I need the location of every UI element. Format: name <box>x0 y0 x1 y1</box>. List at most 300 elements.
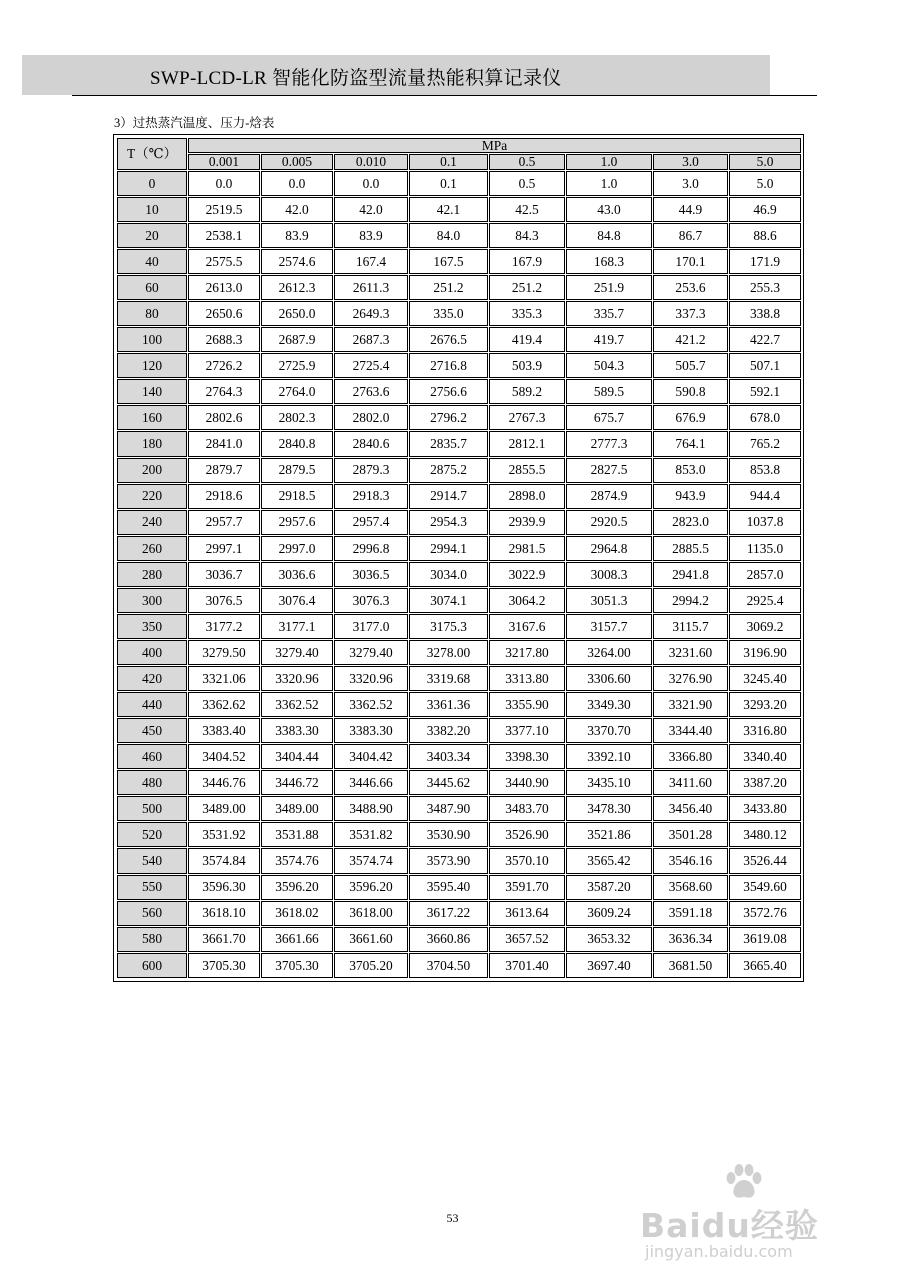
enthalpy-cell: 3034.0 <box>409 562 488 587</box>
enthalpy-cell: 3433.80 <box>729 796 801 821</box>
enthalpy-cell: 2918.5 <box>261 484 333 509</box>
enthalpy-cell: 3489.00 <box>188 796 260 821</box>
enthalpy-cell: 2981.5 <box>489 536 565 561</box>
enthalpy-cell: 2611.3 <box>334 275 408 300</box>
table-row <box>117 822 801 847</box>
temperature-cell: 200 <box>117 458 187 483</box>
enthalpy-cell: 3217.80 <box>489 640 565 665</box>
enthalpy-cell: 335.0 <box>409 301 488 326</box>
enthalpy-cell: 2725.9 <box>261 353 333 378</box>
enthalpy-cell: 3279.50 <box>188 640 260 665</box>
enthalpy-cell: 3279.40 <box>334 640 408 665</box>
enthalpy-cell: 3064.2 <box>489 588 565 613</box>
enthalpy-cell: 168.3 <box>566 249 652 274</box>
enthalpy-cell: 3398.30 <box>489 744 565 769</box>
enthalpy-cell: 3321.06 <box>188 666 260 691</box>
enthalpy-cell: 3355.90 <box>489 692 565 717</box>
temperature-cell: 480 <box>117 770 187 795</box>
enthalpy-cell: 2918.6 <box>188 484 260 509</box>
document-title: SWP-LCD-LR 智能化防盗型流量热能积算记录仪 <box>150 68 562 89</box>
enthalpy-cell: 2898.0 <box>489 484 565 509</box>
enthalpy-cell: 3701.40 <box>489 953 565 978</box>
enthalpy-cell: 421.2 <box>653 327 728 352</box>
temperature-cell: 220 <box>117 484 187 509</box>
table-row <box>117 405 801 430</box>
enthalpy-cell: 2996.8 <box>334 536 408 561</box>
enthalpy-cell: 3245.40 <box>729 666 801 691</box>
enthalpy-cell: 2796.2 <box>409 405 488 430</box>
temperature-cell: 520 <box>117 822 187 847</box>
enthalpy-cell: 2914.7 <box>409 484 488 509</box>
enthalpy-cell: 0.1 <box>409 171 488 196</box>
enthalpy-cell: 3609.24 <box>566 901 652 926</box>
enthalpy-cell: 2777.3 <box>566 431 652 456</box>
enthalpy-cell: 3157.7 <box>566 614 652 639</box>
pressure-header-cell: 0.1 <box>409 154 488 169</box>
enthalpy-cell: 3383.30 <box>261 718 333 743</box>
enthalpy-cell: 2994.2 <box>653 588 728 613</box>
enthalpy-cell: 2802.0 <box>334 405 408 430</box>
enthalpy-cell: 2687.3 <box>334 327 408 352</box>
temperature-cell: 100 <box>117 327 187 352</box>
enthalpy-table-frame <box>113 134 804 982</box>
enthalpy-cell: 2688.3 <box>188 327 260 352</box>
enthalpy-cell: 3076.4 <box>261 588 333 613</box>
enthalpy-cell: 251.9 <box>566 275 652 300</box>
enthalpy-cell: 2650.0 <box>261 301 333 326</box>
enthalpy-cell: 3320.96 <box>334 666 408 691</box>
enthalpy-cell: 2756.6 <box>409 379 488 404</box>
enthalpy-cell: 2957.6 <box>261 510 333 535</box>
enthalpy-cell: 3546.16 <box>653 848 728 873</box>
table-row <box>117 927 801 952</box>
table-row <box>117 562 801 587</box>
pressure-header-cell: 0.5 <box>489 154 565 169</box>
table-row <box>117 223 801 248</box>
enthalpy-cell: 337.3 <box>653 301 728 326</box>
temperature-cell: 240 <box>117 510 187 535</box>
enthalpy-cell: 3440.90 <box>489 770 565 795</box>
enthalpy-cell: 3036.6 <box>261 562 333 587</box>
enthalpy-cell: 3404.52 <box>188 744 260 769</box>
enthalpy-cell: 3313.80 <box>489 666 565 691</box>
enthalpy-cell: 2802.6 <box>188 405 260 430</box>
temperature-cell: 540 <box>117 848 187 873</box>
enthalpy-cell: 3446.72 <box>261 770 333 795</box>
enthalpy-cell: 3177.1 <box>261 614 333 639</box>
temperature-cell: 460 <box>117 744 187 769</box>
enthalpy-cell: 3446.76 <box>188 770 260 795</box>
temperature-cell: 420 <box>117 666 187 691</box>
enthalpy-cell: 2538.1 <box>188 223 260 248</box>
enthalpy-cell: 3278.00 <box>409 640 488 665</box>
enthalpy-cell: 3435.10 <box>566 770 652 795</box>
temperature-cell: 180 <box>117 431 187 456</box>
enthalpy-cell: 3661.60 <box>334 927 408 952</box>
enthalpy-cell: 3572.76 <box>729 901 801 926</box>
enthalpy-cell: 1037.8 <box>729 510 801 535</box>
enthalpy-cell: 422.7 <box>729 327 801 352</box>
enthalpy-cell: 3.0 <box>653 171 728 196</box>
enthalpy-cell: 255.3 <box>729 275 801 300</box>
table-head <box>117 138 801 170</box>
table-row <box>117 431 801 456</box>
enthalpy-cell: 2574.6 <box>261 249 333 274</box>
enthalpy-cell: 2954.3 <box>409 510 488 535</box>
enthalpy-cell: 3653.32 <box>566 927 652 952</box>
enthalpy-cell: 3617.22 <box>409 901 488 926</box>
baidu-watermark <box>640 1160 870 1261</box>
enthalpy-cell: 3392.10 <box>566 744 652 769</box>
enthalpy-cell: 3196.90 <box>729 640 801 665</box>
enthalpy-cell: 3362.52 <box>334 692 408 717</box>
enthalpy-cell: 83.9 <box>334 223 408 248</box>
enthalpy-cell: 3231.60 <box>653 640 728 665</box>
enthalpy-cell: 3167.6 <box>489 614 565 639</box>
enthalpy-cell: 251.2 <box>409 275 488 300</box>
enthalpy-cell: 2840.8 <box>261 431 333 456</box>
enthalpy-cell: 3636.34 <box>653 927 728 952</box>
enthalpy-cell: 42.5 <box>489 197 565 222</box>
table-row <box>117 458 801 483</box>
table-row <box>117 901 801 926</box>
enthalpy-cell: 678.0 <box>729 405 801 430</box>
enthalpy-cell: 3306.60 <box>566 666 652 691</box>
enthalpy-cell: 170.1 <box>653 249 728 274</box>
enthalpy-cell: 592.1 <box>729 379 801 404</box>
enthalpy-cell: 3489.00 <box>261 796 333 821</box>
enthalpy-cell: 2925.4 <box>729 588 801 613</box>
enthalpy-cell: 3531.82 <box>334 822 408 847</box>
enthalpy-cell: 3321.90 <box>653 692 728 717</box>
enthalpy-cell: 88.6 <box>729 223 801 248</box>
enthalpy-cell: 3344.40 <box>653 718 728 743</box>
temperature-cell: 560 <box>117 901 187 926</box>
enthalpy-cell: 3036.5 <box>334 562 408 587</box>
enthalpy-cell: 2885.5 <box>653 536 728 561</box>
enthalpy-cell: 3177.2 <box>188 614 260 639</box>
enthalpy-cell: 853.8 <box>729 458 801 483</box>
enthalpy-cell: 3264.00 <box>566 640 652 665</box>
enthalpy-cell: 3008.3 <box>566 562 652 587</box>
enthalpy-cell: 2857.0 <box>729 562 801 587</box>
enthalpy-cell: 1.0 <box>566 171 652 196</box>
table-row <box>117 275 801 300</box>
enthalpy-cell: 3279.40 <box>261 640 333 665</box>
paw-print-icon <box>723 1164 763 1200</box>
temperature-cell: 160 <box>117 405 187 430</box>
enthalpy-cell: 3377.10 <box>489 718 565 743</box>
enthalpy-cell: 2613.0 <box>188 275 260 300</box>
enthalpy-cell: 2763.6 <box>334 379 408 404</box>
enthalpy-cell: 3705.20 <box>334 953 408 978</box>
enthalpy-cell: 83.9 <box>261 223 333 248</box>
enthalpy-cell: 3595.40 <box>409 875 488 900</box>
enthalpy-cell: 0.0 <box>188 171 260 196</box>
table-row <box>117 588 801 613</box>
temperature-cell: 20 <box>117 223 187 248</box>
table-row <box>117 953 801 978</box>
enthalpy-cell: 3175.3 <box>409 614 488 639</box>
temperature-cell: 300 <box>117 588 187 613</box>
enthalpy-cell: 764.1 <box>653 431 728 456</box>
temperature-cell: 350 <box>117 614 187 639</box>
temperature-header: T（℃） <box>117 138 187 170</box>
temperature-cell: 280 <box>117 562 187 587</box>
enthalpy-cell: 2841.0 <box>188 431 260 456</box>
enthalpy-cell: 2939.9 <box>489 510 565 535</box>
temperature-cell: 60 <box>117 275 187 300</box>
table-row <box>117 692 801 717</box>
table-row <box>117 484 801 509</box>
enthalpy-cell: 3573.90 <box>409 848 488 873</box>
page-number: 53 <box>446 1211 459 1225</box>
enthalpy-cell: 3565.42 <box>566 848 652 873</box>
enthalpy-cell: 3483.70 <box>489 796 565 821</box>
enthalpy-cell: 0.5 <box>489 171 565 196</box>
enthalpy-cell: 3531.88 <box>261 822 333 847</box>
enthalpy-cell: 589.2 <box>489 379 565 404</box>
enthalpy-cell: 86.7 <box>653 223 728 248</box>
pressure-unit-header: MPa <box>188 138 801 153</box>
enthalpy-cell: 2920.5 <box>566 510 652 535</box>
enthalpy-cell: 2997.1 <box>188 536 260 561</box>
enthalpy-cell: 3587.20 <box>566 875 652 900</box>
pressure-header-cell: 0.001 <box>188 154 260 169</box>
enthalpy-cell: 765.2 <box>729 431 801 456</box>
enthalpy-cell: 3568.60 <box>653 875 728 900</box>
enthalpy-cell: 3596.30 <box>188 875 260 900</box>
enthalpy-cell: 3076.3 <box>334 588 408 613</box>
enthalpy-cell: 3404.42 <box>334 744 408 769</box>
enthalpy-cell: 3530.90 <box>409 822 488 847</box>
enthalpy-cell: 3596.20 <box>334 875 408 900</box>
enthalpy-cell: 3705.30 <box>261 953 333 978</box>
enthalpy-cell: 3320.96 <box>261 666 333 691</box>
enthalpy-cell: 2676.5 <box>409 327 488 352</box>
enthalpy-cell: 2835.7 <box>409 431 488 456</box>
table-row <box>117 718 801 743</box>
table-row <box>117 379 801 404</box>
temperature-cell: 600 <box>117 953 187 978</box>
enthalpy-cell: 2725.4 <box>334 353 408 378</box>
table-row <box>117 197 801 222</box>
enthalpy-cell: 167.9 <box>489 249 565 274</box>
enthalpy-cell: 3177.0 <box>334 614 408 639</box>
enthalpy-cell: 42.0 <box>334 197 408 222</box>
enthalpy-cell: 589.5 <box>566 379 652 404</box>
enthalpy-cell: 3404.44 <box>261 744 333 769</box>
enthalpy-cell: 2957.7 <box>188 510 260 535</box>
enthalpy-cell: 3574.84 <box>188 848 260 873</box>
enthalpy-cell: 2957.4 <box>334 510 408 535</box>
table-row <box>117 353 801 378</box>
enthalpy-cell: 943.9 <box>653 484 728 509</box>
enthalpy-cell: 2879.3 <box>334 458 408 483</box>
enthalpy-cell: 3383.30 <box>334 718 408 743</box>
enthalpy-cell: 2918.3 <box>334 484 408 509</box>
enthalpy-cell: 3361.36 <box>409 692 488 717</box>
enthalpy-cell: 2716.8 <box>409 353 488 378</box>
watermark-url: jingyan.baidu.com <box>645 1242 793 1261</box>
enthalpy-cell: 3319.68 <box>409 666 488 691</box>
enthalpy-cell: 3445.62 <box>409 770 488 795</box>
table-row <box>117 536 801 561</box>
enthalpy-cell: 503.9 <box>489 353 565 378</box>
enthalpy-cell: 2827.5 <box>566 458 652 483</box>
enthalpy-cell: 3362.62 <box>188 692 260 717</box>
table-row <box>117 614 801 639</box>
enthalpy-cell: 251.2 <box>489 275 565 300</box>
enthalpy-cell: 2519.5 <box>188 197 260 222</box>
enthalpy-cell: 3366.80 <box>653 744 728 769</box>
enthalpy-cell: 335.7 <box>566 301 652 326</box>
table-row <box>117 666 801 691</box>
enthalpy-cell: 2764.0 <box>261 379 333 404</box>
enthalpy-cell: 3036.7 <box>188 562 260 587</box>
enthalpy-cell: 44.9 <box>653 197 728 222</box>
pressure-header-cell: 0.010 <box>334 154 408 169</box>
header-divider <box>72 95 817 96</box>
enthalpy-cell: 3076.5 <box>188 588 260 613</box>
enthalpy-cell: 84.8 <box>566 223 652 248</box>
enthalpy-cell: 3383.40 <box>188 718 260 743</box>
temperature-cell: 450 <box>117 718 187 743</box>
enthalpy-cell: 2879.7 <box>188 458 260 483</box>
enthalpy-cell: 3591.70 <box>489 875 565 900</box>
enthalpy-cell: 2840.6 <box>334 431 408 456</box>
temperature-cell: 120 <box>117 353 187 378</box>
enthalpy-cell: 3115.7 <box>653 614 728 639</box>
enthalpy-cell: 853.0 <box>653 458 728 483</box>
enthalpy-cell: 3276.90 <box>653 666 728 691</box>
enthalpy-cell: 3074.1 <box>409 588 488 613</box>
table-row <box>117 301 801 326</box>
enthalpy-cell: 3069.2 <box>729 614 801 639</box>
enthalpy-cell: 3526.90 <box>489 822 565 847</box>
enthalpy-cell: 2767.3 <box>489 405 565 430</box>
enthalpy-cell: 1135.0 <box>729 536 801 561</box>
enthalpy-cell: 46.9 <box>729 197 801 222</box>
temperature-cell: 400 <box>117 640 187 665</box>
enthalpy-cell: 504.3 <box>566 353 652 378</box>
enthalpy-cell: 3362.52 <box>261 692 333 717</box>
enthalpy-cell: 42.1 <box>409 197 488 222</box>
enthalpy-cell: 3681.50 <box>653 953 728 978</box>
enthalpy-cell: 2726.2 <box>188 353 260 378</box>
enthalpy-cell: 3591.18 <box>653 901 728 926</box>
table-row <box>117 249 801 274</box>
enthalpy-cell: 335.3 <box>489 301 565 326</box>
table-caption: 3）过热蒸汽温度、压力-焓表 <box>114 116 275 130</box>
temperature-cell: 80 <box>117 301 187 326</box>
pressure-header-cell: 5.0 <box>729 154 801 169</box>
enthalpy-cell: 3661.66 <box>261 927 333 952</box>
enthalpy-cell: 3387.20 <box>729 770 801 795</box>
enthalpy-cell: 3478.30 <box>566 796 652 821</box>
temperature-cell: 10 <box>117 197 187 222</box>
enthalpy-cell: 2941.8 <box>653 562 728 587</box>
temperature-cell: 0 <box>117 171 187 196</box>
table-body <box>117 171 801 978</box>
enthalpy-cell: 2997.0 <box>261 536 333 561</box>
enthalpy-cell: 507.1 <box>729 353 801 378</box>
enthalpy-cell: 3704.50 <box>409 953 488 978</box>
table-row <box>117 744 801 769</box>
enthalpy-cell: 2812.1 <box>489 431 565 456</box>
enthalpy-cell: 3570.10 <box>489 848 565 873</box>
enthalpy-cell: 2994.1 <box>409 536 488 561</box>
enthalpy-cell: 3526.44 <box>729 848 801 873</box>
enthalpy-cell: 675.7 <box>566 405 652 430</box>
enthalpy-cell: 2875.2 <box>409 458 488 483</box>
enthalpy-cell: 0.0 <box>261 171 333 196</box>
enthalpy-cell: 3596.20 <box>261 875 333 900</box>
table-row <box>117 640 801 665</box>
pressure-header-cell: 0.005 <box>261 154 333 169</box>
enthalpy-cell: 2650.6 <box>188 301 260 326</box>
enthalpy-cell: 3705.30 <box>188 953 260 978</box>
enthalpy-cell: 3488.90 <box>334 796 408 821</box>
table-row <box>117 848 801 873</box>
enthalpy-cell: 944.4 <box>729 484 801 509</box>
temperature-cell: 440 <box>117 692 187 717</box>
table-row <box>117 770 801 795</box>
enthalpy-cell: 3487.90 <box>409 796 488 821</box>
enthalpy-cell: 3382.20 <box>409 718 488 743</box>
pressure-header-row <box>117 154 801 169</box>
temperature-cell: 550 <box>117 875 187 900</box>
enthalpy-cell: 2687.9 <box>261 327 333 352</box>
enthalpy-cell: 3403.34 <box>409 744 488 769</box>
enthalpy-cell: 419.7 <box>566 327 652 352</box>
enthalpy-cell: 3446.66 <box>334 770 408 795</box>
temperature-cell: 260 <box>117 536 187 561</box>
enthalpy-cell: 3657.52 <box>489 927 565 952</box>
enthalpy-cell: 3349.30 <box>566 692 652 717</box>
enthalpy-cell: 3661.70 <box>188 927 260 952</box>
enthalpy-cell: 3619.08 <box>729 927 801 952</box>
enthalpy-cell: 3316.80 <box>729 718 801 743</box>
temperature-cell: 580 <box>117 927 187 952</box>
enthalpy-cell: 590.8 <box>653 379 728 404</box>
enthalpy-cell: 3697.40 <box>566 953 652 978</box>
enthalpy-cell: 3613.64 <box>489 901 565 926</box>
enthalpy-cell: 3456.40 <box>653 796 728 821</box>
enthalpy-cell: 676.9 <box>653 405 728 430</box>
enthalpy-cell: 3660.86 <box>409 927 488 952</box>
enthalpy-cell: 0.0 <box>334 171 408 196</box>
enthalpy-cell: 3665.40 <box>729 953 801 978</box>
enthalpy-cell: 2855.5 <box>489 458 565 483</box>
enthalpy-cell: 2823.0 <box>653 510 728 535</box>
enthalpy-cell: 2649.3 <box>334 301 408 326</box>
enthalpy-cell: 3293.20 <box>729 692 801 717</box>
enthalpy-cell: 3521.86 <box>566 822 652 847</box>
table-row <box>117 796 801 821</box>
enthalpy-cell: 3531.92 <box>188 822 260 847</box>
enthalpy-cell: 3618.00 <box>334 901 408 926</box>
enthalpy-cell: 3411.60 <box>653 770 728 795</box>
enthalpy-cell: 2764.3 <box>188 379 260 404</box>
enthalpy-cell: 253.6 <box>653 275 728 300</box>
enthalpy-cell: 5.0 <box>729 171 801 196</box>
enthalpy-table <box>116 137 802 979</box>
enthalpy-cell: 84.0 <box>409 223 488 248</box>
enthalpy-cell: 3574.76 <box>261 848 333 873</box>
enthalpy-cell: 2802.3 <box>261 405 333 430</box>
temperature-cell: 500 <box>117 796 187 821</box>
